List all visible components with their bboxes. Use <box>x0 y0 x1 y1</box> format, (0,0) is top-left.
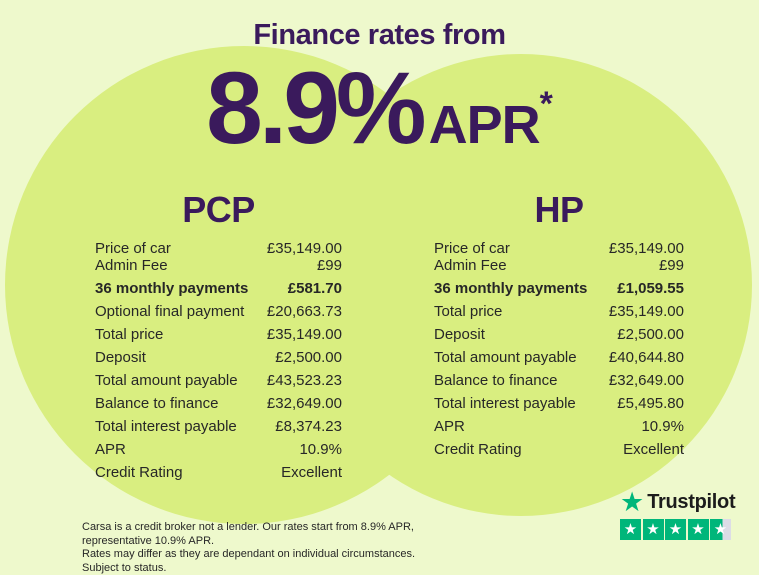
table-row <box>95 303 342 320</box>
table-row <box>95 326 342 343</box>
pcp-table <box>95 240 342 481</box>
row-value: £35,149.00 <box>266 326 342 343</box>
row-label: Total interest payable <box>95 418 237 435</box>
row-value: £1,059.55 <box>617 280 684 297</box>
disclaimer <box>82 521 427 575</box>
table-row <box>434 257 684 274</box>
row-label: Balance to finance <box>95 395 219 412</box>
star-icon: ★ <box>668 521 683 538</box>
table-row <box>434 326 684 343</box>
disclaimer-line1: Carsa is a credit broker not a lender. Our rates start from 8.9% APR, representative 10.9% APR. <box>82 521 414 547</box>
row-label: APR <box>434 418 465 435</box>
row-value: 10.9% <box>641 418 684 435</box>
table-row <box>95 280 342 297</box>
row-label: Price of car <box>95 240 171 257</box>
row-value: £8,374.23 <box>275 418 342 435</box>
row-value: £35,149.00 <box>608 240 684 257</box>
row-label: Admin Fee <box>95 257 168 274</box>
row-value: £35,149.00 <box>608 303 684 320</box>
row-label: Total amount payable <box>95 372 238 389</box>
table-row <box>95 372 342 389</box>
row-label: Admin Fee <box>434 257 507 274</box>
table-row <box>434 349 684 366</box>
trustpilot-widget <box>620 487 736 540</box>
row-label: Credit Rating <box>434 441 522 458</box>
table-row <box>95 240 342 257</box>
row-value: £32,649.00 <box>266 395 342 412</box>
row-value: Excellent <box>623 441 684 458</box>
table-row <box>95 418 342 435</box>
star-icon: ★ <box>691 521 705 538</box>
header <box>0 18 759 165</box>
rate-asterisk: * <box>539 84 553 123</box>
star-icon: ★ <box>646 521 660 538</box>
row-value: 10.9% <box>299 441 342 458</box>
trustpilot-brand: Trustpilot <box>647 490 736 513</box>
pcp-heading: PCP <box>182 189 255 230</box>
row-label: Balance to finance <box>434 372 558 389</box>
row-label: Deposit <box>95 349 146 366</box>
row-label: Optional final payment <box>95 303 245 320</box>
trustpilot-star-icon: ★ <box>620 487 645 517</box>
hp-heading: HP <box>534 189 584 230</box>
row-label: 36 monthly payments <box>95 280 249 297</box>
star-icon: ★ <box>713 521 728 538</box>
row-label: Price of car <box>434 240 510 257</box>
rate-line <box>0 50 759 165</box>
table-row <box>434 303 684 320</box>
row-value: £35,149.00 <box>266 240 342 257</box>
row-value: £5,495.80 <box>617 395 684 412</box>
row-value: £99 <box>658 257 684 274</box>
row-value: £32,649.00 <box>608 372 684 389</box>
hp-table <box>434 240 684 458</box>
row-label: APR <box>95 441 126 458</box>
table-row <box>434 280 684 297</box>
row-label: Total price <box>95 326 164 343</box>
table-row <box>95 441 342 458</box>
row-value: £2,500.00 <box>275 349 342 366</box>
table-row <box>434 395 684 412</box>
row-value: £99 <box>316 257 342 274</box>
table-row <box>95 395 342 412</box>
trustpilot-star-box <box>688 519 709 540</box>
trustpilot-star-box <box>620 519 641 540</box>
row-value: £581.70 <box>287 280 342 297</box>
trustpilot-rating-stars <box>620 519 731 540</box>
table-row <box>434 441 684 458</box>
table-row <box>434 372 684 389</box>
row-label: Total amount payable <box>434 349 577 366</box>
rate-value: 8.9% <box>206 50 423 165</box>
table-row <box>95 349 342 366</box>
trustpilot-logo <box>620 487 736 517</box>
row-value: Excellent <box>281 464 342 481</box>
row-label: Total interest payable <box>434 395 576 412</box>
table-row <box>434 418 684 435</box>
row-value: £20,663.73 <box>266 303 342 320</box>
page-title: Finance rates from <box>253 19 506 51</box>
row-label: Deposit <box>434 326 485 343</box>
row-value: £2,500.00 <box>617 326 684 343</box>
row-value: £40,644.80 <box>608 349 684 366</box>
star-icon: ★ <box>623 521 638 538</box>
row-value: £43,523.23 <box>266 372 342 389</box>
trustpilot-star-box <box>643 519 664 540</box>
row-label: 36 monthly payments <box>434 280 588 297</box>
table-row <box>95 464 342 481</box>
trustpilot-star-box <box>665 519 686 540</box>
rate-suffix: APR <box>428 94 540 155</box>
trustpilot-star-box <box>710 519 731 540</box>
table-row <box>95 257 342 274</box>
disclaimer-line2: Rates may differ as they are dependant on individual circumstances. Subject to status. <box>82 548 416 574</box>
row-label: Credit Rating <box>95 464 183 481</box>
table-row <box>434 240 684 257</box>
row-label: Total price <box>434 303 503 320</box>
